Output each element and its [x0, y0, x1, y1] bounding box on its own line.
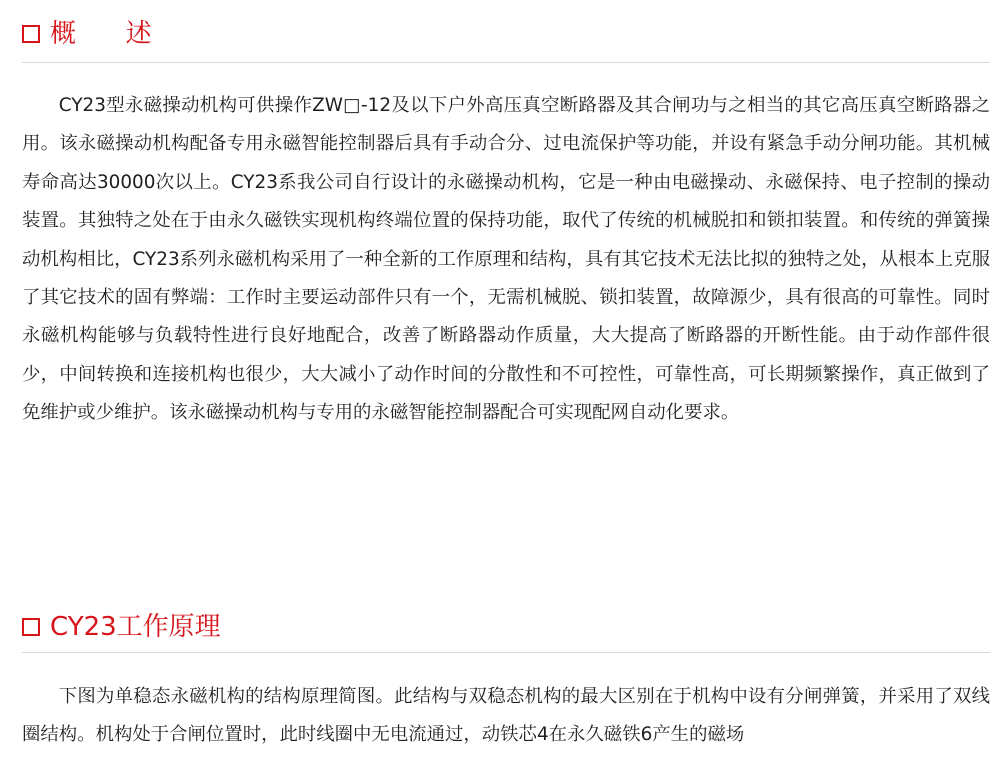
section-title-text: CY23工作原理	[50, 612, 221, 642]
section-title-working-principle	[22, 607, 990, 647]
section-working-principle	[22, 607, 990, 746]
working-principle-paragraph: 下图为单稳态永磁机构的结构原理简图。此结构与双稳态机构的最大区别在于机构中设有分闸弹簧，并采用了双线圈结构。机构处于合闸位置时，此时线圈中无电流通过，动铁芯4在永久磁铁6产生的磁场	[22, 686, 990, 746]
overview-paragraph: CY23型永磁操动机构可供操作ZW□-12及以下户外高压真空断路器及其合闸功与之相当的其它高压真空断路器之用。该永磁操动机构配备专用永磁智能控制器后具有手动合分、过电流保护等功能，并设有紧急手动分闸功能。其机械寿命高达30000次以上。CY23系我公司自行设计的永磁操动机构，它是一种由电磁操动、永磁保持、电子控制的操动装置。其独特之处在于由永久磁铁实现机构终端位置的保持功能，取代了传统的机械脱扣和锁扣装置。和传统的弹簧操动机构相比，CY23系列永磁机构采用了一种全新的工作原理和结构，具有其它技术无法比拟的独特之处，从根本上克服了其它技术的固有弊端：工作时主要运动部件只有一个，无需机械脱、锁扣装置，故障源少，具有很高的可靠性。同时永磁机构能够与负载特性进行良好地配合，改善了断路器动作质量，大大提高了断路器的开断性能。由于动作部件很少，中间转换和连接机构也很少，大大减小了动作时间的分散性和不可控性，可靠性高，可长期频繁操作，真正做到了免维护或少维护。该永磁操动机构与专用的永磁智能控制器配合可实现配网自动化要求。	[22, 95, 990, 424]
checkbox-square-icon	[22, 25, 40, 43]
section-divider	[22, 652, 990, 653]
section-title-text: 概 述	[50, 19, 152, 49]
section-title-overview	[22, 14, 990, 54]
section-overview	[22, 14, 990, 424]
section-divider	[22, 62, 990, 63]
checkbox-square-icon	[22, 618, 40, 636]
